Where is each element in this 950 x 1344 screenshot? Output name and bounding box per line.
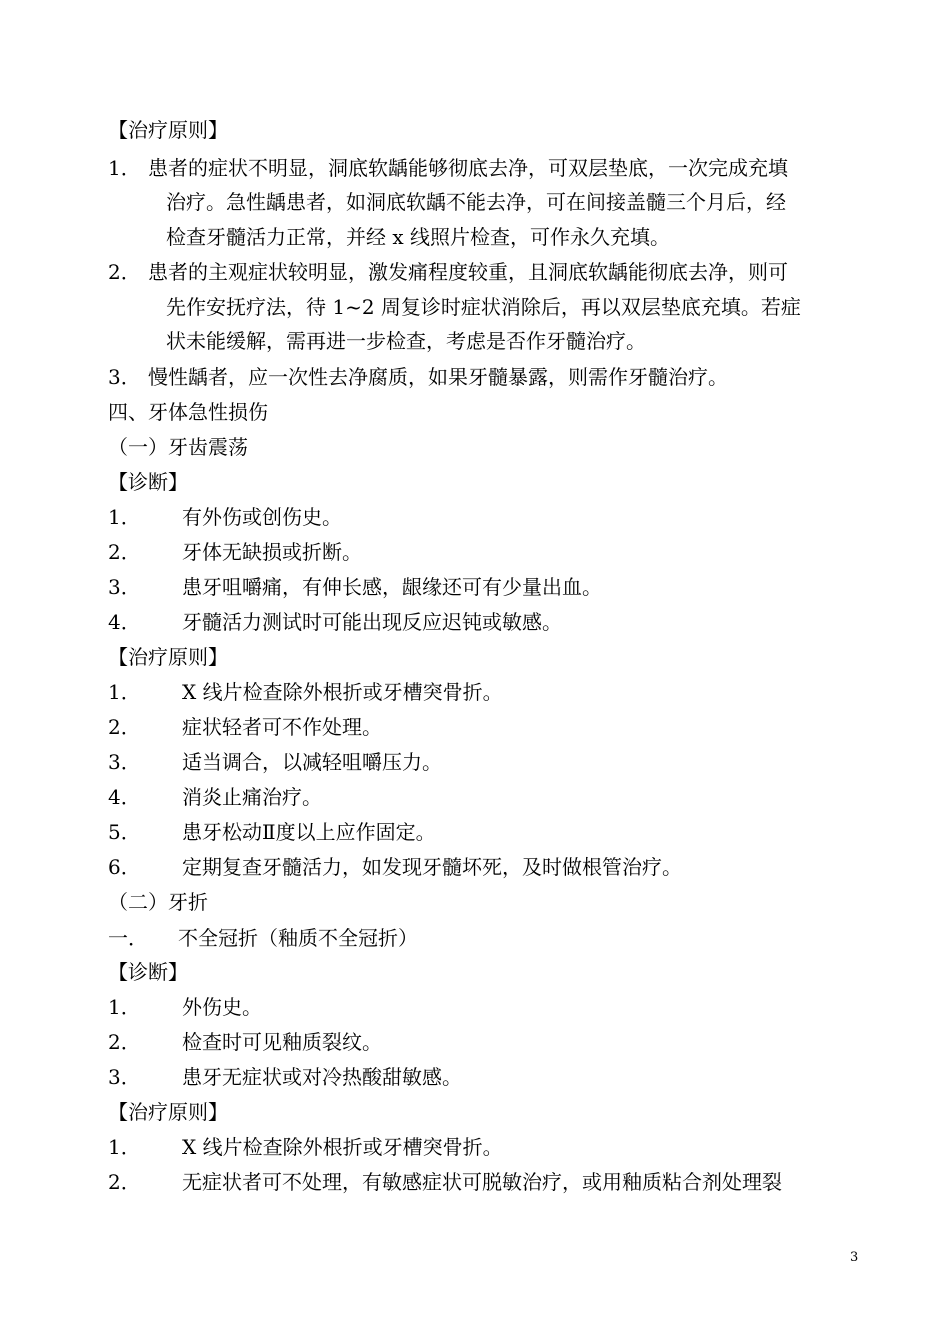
list-item-text: 有外伤或创伤史。 xyxy=(182,505,342,529)
list-item-text: 患牙松动Ⅱ度以上应作固定。 xyxy=(182,820,436,844)
subsection-heading: （一）牙齿震荡 xyxy=(108,435,248,459)
page-number: 3 xyxy=(850,1250,859,1265)
list-item-text: X 线片检查除外根折或牙槽突骨折。 xyxy=(182,1135,503,1159)
list-item-text: 不全冠折（釉质不全冠折） xyxy=(178,926,418,950)
list-item-continuation: 治疗。急性龋患者，如洞底软龋不能去净，可在间接盖髓三个月后，经 xyxy=(166,190,786,214)
chapter-heading: 四、牙体急性损伤 xyxy=(108,400,268,424)
list-item-text: 患者的主观症状较明显，激发痛程度较重，且洞底软龋能彻底去净，则可 xyxy=(148,260,788,284)
list-number: 4． xyxy=(108,785,141,809)
list-number: 3． xyxy=(108,750,141,774)
list-number: 5． xyxy=(108,820,141,844)
list-item-text: 患者的症状不明显，洞底软龋能够彻底去净，可双层垫底，一次完成充填 xyxy=(148,156,788,180)
list-item-text: 外伤史。 xyxy=(182,995,262,1019)
list-item-text: 患牙无症状或对冷热酸甜敏感。 xyxy=(182,1065,462,1089)
list-number: 1． xyxy=(108,995,141,1019)
list-number: 2． xyxy=(108,1030,141,1054)
list-number: 2． xyxy=(108,715,141,739)
list-item-text: 慢性龋者，应一次性去净腐质，如果牙髓暴露，则需作牙髓治疗。 xyxy=(148,365,728,389)
list-item-text: 牙体无缺损或折断。 xyxy=(182,540,362,564)
list-number: 4． xyxy=(108,610,141,634)
list-number: 1． xyxy=(108,680,141,704)
list-item-text: 适当调合，以减轻咀嚼压力。 xyxy=(182,750,442,774)
list-number: 2． xyxy=(108,1170,141,1194)
section-heading: 【诊断】 xyxy=(108,470,188,494)
list-item-text: 消炎止痛治疗。 xyxy=(182,785,322,809)
section-heading: 【治疗原则】 xyxy=(108,1100,228,1124)
list-item-text: 定期复查牙髓活力，如发现牙髓坏死，及时做根管治疗。 xyxy=(182,855,682,879)
list-number: 1． xyxy=(108,505,141,529)
list-number: 3． xyxy=(108,1065,141,1089)
list-item-continuation: 先作安抚疗法，待 1~2 周复诊时症状消除后，再以双层垫底充填。若症 xyxy=(166,295,801,319)
list-item-text: 无症状者可不处理，有敏感症状可脱敏治疗，或用釉质粘合剂处理裂 xyxy=(182,1170,782,1194)
list-number: 3． xyxy=(108,575,141,599)
list-number: 1． xyxy=(108,156,141,180)
list-item-continuation: 状未能缓解，需再进一步检查，考虑是否作牙髓治疗。 xyxy=(166,329,646,353)
section-heading: 【治疗原则】 xyxy=(108,645,228,669)
list-number: 6． xyxy=(108,855,141,879)
subsection-heading: （二）牙折 xyxy=(108,890,208,914)
list-item-text: 患牙咀嚼痛，有伸长感，龈缘还可有少量出血。 xyxy=(182,575,602,599)
list-number: 2． xyxy=(108,260,141,284)
list-item-text: 检查时可见釉质裂纹。 xyxy=(182,1030,382,1054)
list-number: 一． xyxy=(108,926,148,950)
list-item-text: 症状轻者可不作处理。 xyxy=(182,715,382,739)
list-number: 1． xyxy=(108,1135,141,1159)
section-heading: 【治疗原则】 xyxy=(108,118,228,142)
section-heading: 【诊断】 xyxy=(108,960,188,984)
list-number: 2． xyxy=(108,540,141,564)
list-item-text: 牙髓活力测试时可能出现反应迟钝或敏感。 xyxy=(182,610,562,634)
list-number: 3． xyxy=(108,365,141,389)
list-item-text: X 线片检查除外根折或牙槽突骨折。 xyxy=(182,680,503,704)
list-item-continuation: 检查牙髓活力正常，并经 x 线照片检查，可作永久充填。 xyxy=(166,225,670,249)
